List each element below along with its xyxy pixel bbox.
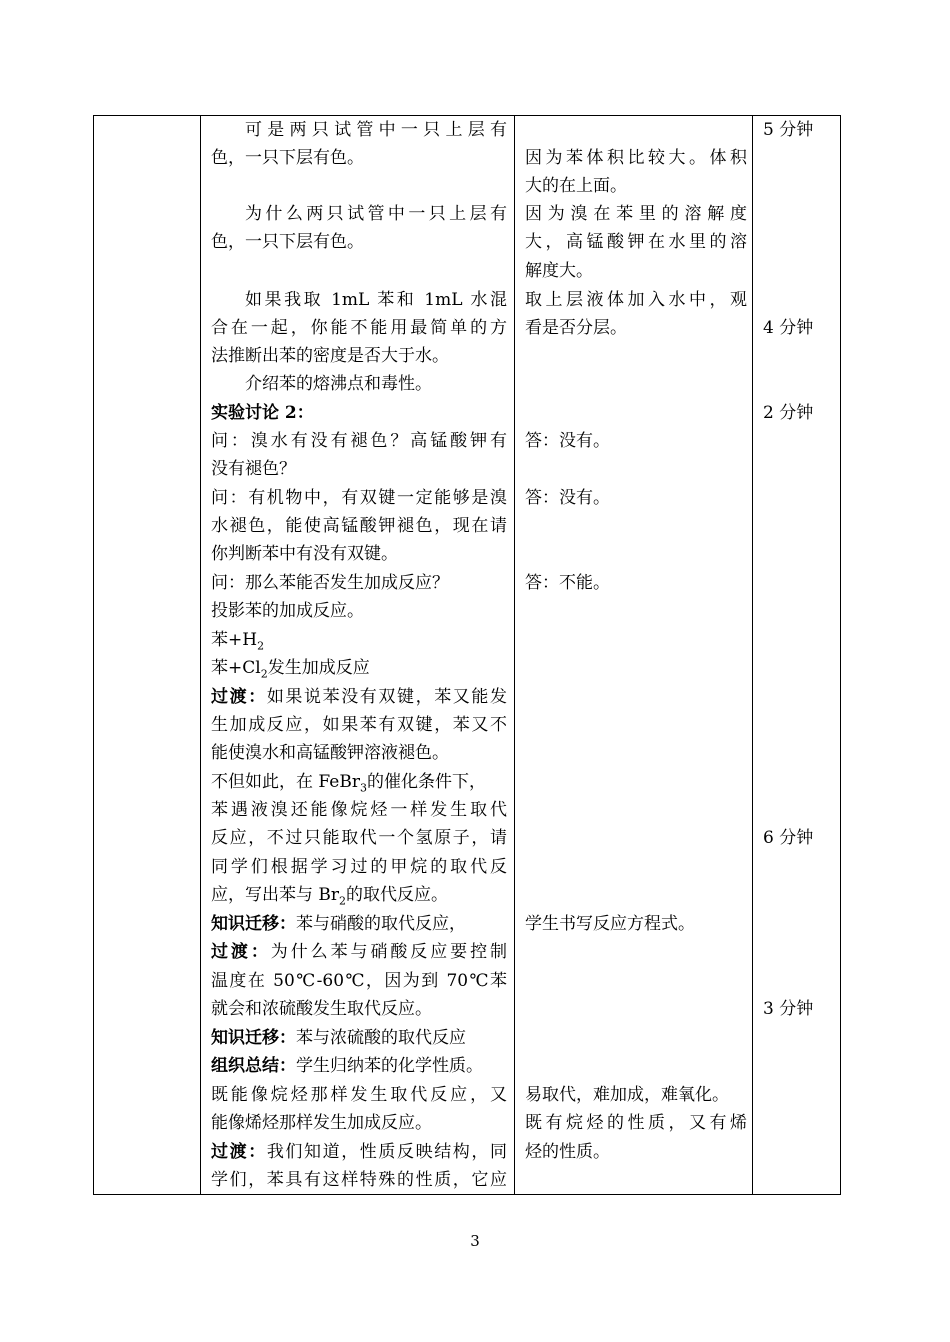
text-line: 知识迁移：苯与浓硫酸的取代反应 (211, 1028, 466, 1048)
text-line: 介绍苯的熔沸点和毒性。 (245, 374, 432, 394)
text-line: 你判断苯中有没有双键。 (211, 544, 398, 564)
time-cell (753, 116, 841, 1195)
text-line: 法推断出苯的密度是否大于水。 (211, 346, 449, 366)
time-label: 3 分钟 (763, 999, 814, 1019)
text-line: 就会和浓硫酸发生取代反应。 (211, 999, 432, 1019)
answer-line: 答：不能。 (525, 573, 610, 593)
text-line: 既能像烷烃那样发生取代反应，又 (211, 1085, 507, 1105)
text-line: 过渡：我们知道，性质反映结构，同 (211, 1142, 508, 1162)
time-label: 2 分钟 (763, 403, 814, 423)
text-line: 生加成反应，如果苯有双键，苯又不 (211, 715, 507, 735)
text-line: 解度大。 (525, 261, 593, 281)
text-line: 反应，不过只能取代一个氢原子，请 (211, 828, 507, 848)
text-line: 大，高锰酸钾在水里的溶 (525, 232, 747, 252)
text-line: 烃的性质。 (525, 1142, 610, 1162)
answer-line: 答：没有。 (525, 488, 610, 508)
student-activity-cell (515, 116, 753, 1195)
text-line: 合在一起，你能不能用最简单的方 (211, 318, 507, 338)
text-line: 大的在上面。 (525, 176, 627, 196)
text-line: 同学们根据学习过的甲烷的取代反 (211, 857, 507, 877)
text-line: 不但如此，在 FeBr$_3$的催化条件下， (211, 772, 486, 795)
text-line: 问：有机物中，有双键一定能够是溴 (211, 488, 507, 508)
text-line: 能像烯烃那样发生加成反应。 (211, 1113, 432, 1133)
text-line: 因为溴在苯里的溶解度 (525, 204, 747, 224)
text-line: 没有褪色？ (211, 459, 296, 479)
formula-line: 苯$+H_2$ (211, 630, 265, 653)
time-label: 6 分钟 (763, 828, 814, 848)
answer-line: 答：没有。 (525, 431, 610, 451)
text-line: 问：溴水有没有褪色？高锰酸钾有 (211, 431, 507, 451)
text-line: 色，一只下层有色。 (211, 232, 364, 252)
text-line: 温度在 50℃-60℃，因为到 70℃苯 (211, 971, 507, 991)
time-label: 4 分钟 (763, 318, 814, 338)
text-line: 看是否分层。 (525, 318, 627, 338)
text-line: 过渡：如果说苯没有双键，苯又能发 (211, 687, 508, 707)
lesson-plan-table (93, 115, 841, 1195)
teacher-activity-cell (201, 116, 515, 1195)
page-number: 3 (470, 1232, 480, 1250)
time-label: 5 分钟 (763, 120, 814, 140)
text-line: 可是两只试管中一只上层有 (245, 120, 507, 140)
text-line: 既有烷烃的性质，又有烯 (525, 1113, 747, 1133)
text-line: 过渡：为什么苯与硝酸反应要控制 (211, 942, 508, 962)
table-row (94, 116, 841, 1195)
text-line: 学生书写反应方程式。 (525, 914, 695, 934)
text-line: 为什么两只试管中一只上层有 (245, 204, 507, 224)
section-heading: 实验讨论 2： (211, 403, 314, 423)
formula-line: 苯$+Cl_2$发生加成反应 (211, 658, 370, 681)
text-line: 应，写出苯与 $Br_2$的取代反应。 (211, 885, 449, 908)
text-line: 问：那么苯能否发生加成反应？ (211, 573, 449, 593)
text-line: 苯遇液溴还能像烷烃一样发生取代 (211, 800, 507, 820)
text-line: 知识迁移：苯与硝酸的取代反应， (211, 914, 466, 934)
text-line: 易取代，难加成，难氧化。 (525, 1085, 729, 1105)
text-line: 取上层液体加入水中，观 (525, 290, 747, 310)
text-line: 如果我取 1mL 苯和 1mL 水混 (245, 290, 507, 310)
text-line: 色，一只下层有色。 (211, 148, 364, 168)
text-line: 学们，苯具有这样特殊的性质，它应 (211, 1170, 507, 1190)
text-line: 能使溴水和高锰酸钾溶液褪色。 (211, 743, 449, 763)
text-line: 投影苯的加成反应。 (211, 601, 364, 621)
text-line: 因为苯体积比较大。体积 (525, 148, 747, 168)
stage-cell (94, 116, 201, 1195)
text-line: 水褪色，能使高锰酸钾褪色，现在请 (211, 516, 507, 536)
text-line: 组织总结：学生归纳苯的化学性质。 (211, 1056, 483, 1076)
